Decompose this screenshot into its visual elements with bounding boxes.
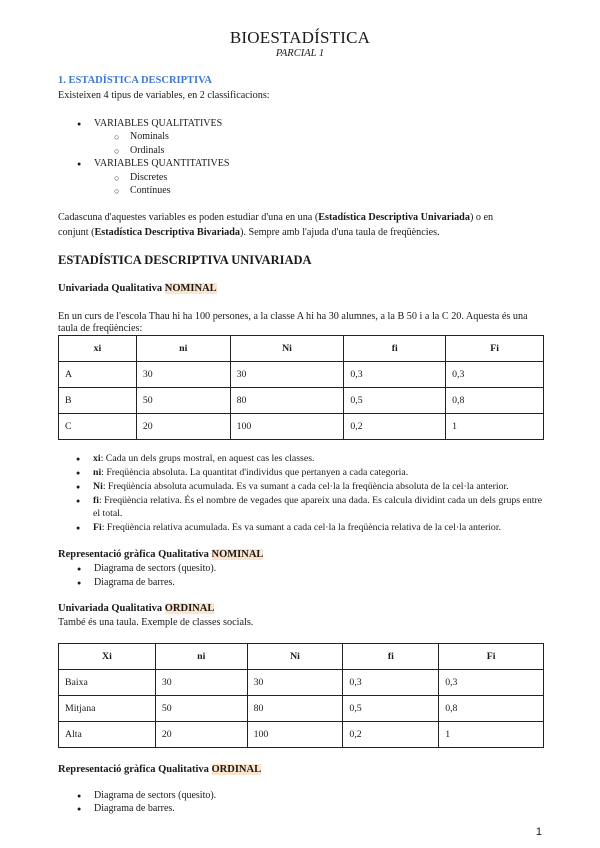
document-subtitle: PARCIAL 1 [275,48,325,59]
table-cell: 0,8 [439,696,544,722]
column-header: Fi [446,336,544,362]
table-cell: 0,5 [343,696,439,722]
document-title: BIOESTADÍSTICA [229,28,371,47]
page-number: 1 [535,826,542,838]
list-item-label: Discretes [130,172,168,183]
table-cell: 0,2 [344,414,446,440]
intro-text: Existeixen 4 tipus de variables, en 2 classificacions: [58,90,270,101]
list-item-label: Diagrama de sectors (quesito). [94,790,217,801]
text-run: Representació gràfica Qualitativa [58,549,212,560]
table-cell: 30 [247,670,343,696]
definition-term: xi [93,453,101,464]
text-run: Representació gràfica Qualitativa [58,764,212,775]
table-header-row [59,336,544,362]
table-cell: C [59,414,137,440]
list-item-label: Ordinals [130,145,165,156]
table-cell: 20 [155,722,247,748]
table-row [59,696,544,722]
definition-item [93,481,548,494]
ordinal-heading [58,603,214,615]
table-cell: 30 [230,362,344,388]
column-header: Ni [230,336,344,362]
table-cell: 0,5 [344,388,446,414]
highlighted-term: ORDINAL [164,603,215,614]
list-item [94,577,175,589]
column-header: fi [343,644,439,670]
list-item-label: Diagrama de barres. [94,803,175,814]
table-row [59,722,544,748]
paragraph-line: taula de freqüències: [58,323,143,334]
table-cell: 0,3 [446,362,544,388]
definition-item [93,495,548,520]
definition-term: ni [93,467,102,478]
column-header: fi [344,336,446,362]
text-run: Univariada Qualitativa [58,603,165,614]
repr-nominal-heading [58,549,263,561]
text-run: ). Sempre amb l'ajuda d'una taula de freqüències. [239,227,440,238]
highlighted-term: ORDINAL [211,764,262,775]
column-header: Ni [247,644,343,670]
list-item [94,563,216,575]
definition-text: : Freqüència absoluta. La quantitat d'individus que pertanyen a cada categoria. [101,467,409,478]
table-row [59,362,544,388]
definition-text: : Cada un dels grups mostral, en aquest cas les classes. [100,453,315,464]
table-cell: 30 [136,362,230,388]
column-header: ni [155,644,247,670]
frequency-table-ordinal [58,643,544,748]
table-row [59,670,544,696]
highlighted-term: NOMINAL [211,549,264,560]
definition-term: fi [93,495,99,506]
table-cell: Mitjana [59,696,156,722]
table-cell: 30 [155,670,247,696]
frequency-table-nominal [58,335,544,440]
table-cell: Alta [59,722,156,748]
list-item [130,145,164,157]
table-cell: 80 [247,696,343,722]
list-item-label: Contínues [130,185,171,196]
univariada-heading: ESTADÍSTICA DESCRIPTIVA UNIVARIADA [58,253,312,267]
list-item [94,158,229,170]
column-header: Fi [439,644,544,670]
list-item [130,172,167,184]
definition-item [93,467,548,480]
definition-text: : Freqüència absoluta acumulada. Es va sumant a cada cel·la la freqüència absoluta de la cel·la anterior. [102,481,509,492]
list-item-label: Diagrama de barres. [94,577,175,588]
definition-item [93,522,548,535]
definition-term: Fi [93,522,102,533]
paragraph-line: També és una taula. Exemple de classes socials. [58,617,254,628]
table-cell: 1 [446,414,544,440]
table-header-row [59,644,544,670]
column-header: xi [59,336,137,362]
table-cell: 50 [155,696,247,722]
table-cell: 0,8 [446,388,544,414]
table-cell: 100 [247,722,343,748]
table-cell: 1 [439,722,544,748]
table-row [59,388,544,414]
table-cell: 50 [136,388,230,414]
column-header: Xi [59,644,156,670]
list-item [130,131,169,143]
list-item [94,790,216,802]
table-cell: B [59,388,137,414]
list-item-label: Nominals [130,131,169,142]
table-cell: 0,3 [439,670,544,696]
nominal-heading [58,283,217,295]
list-item-label: VARIABLES QUANTITATIVES [94,158,230,169]
list-item [94,118,222,130]
list-item-label: VARIABLES QUALITATIVES [94,118,223,129]
list-item-label: Diagrama de sectors (quesito). [94,563,217,574]
text-run: ) o en [469,212,494,223]
table-cell: A [59,362,137,388]
table-cell: 100 [230,414,344,440]
highlighted-term: NOMINAL [164,283,217,294]
table-row [59,414,544,440]
paragraph-line: En un curs de l'escola Thau hi ha 100 persones, a la classe A hi ha 30 alumnes, a la B 50 i a la C 20. Aquesta és una [58,311,528,322]
section-heading: 1. ESTADÍSTICA DESCRIPTIVA [58,75,212,86]
repr-ordinal-heading [58,764,261,776]
definition-term: Ni [93,481,103,492]
definition-text: : Freqüència relativa acumulada. Es va sumant a cada cel·la la freqüència relativa de la cel·la anterior. [101,522,502,533]
bold-term: Estadística Descriptiva Bivariada [94,227,240,238]
list-item [94,803,175,815]
column-header: ni [136,336,230,362]
table-cell: 80 [230,388,344,414]
paragraph-line [58,212,493,224]
list-item [130,185,171,197]
text-run: Cadascuna d'aquestes variables es poden estudiar d'una en una ( [58,212,319,223]
table-cell: Baixa [59,670,156,696]
paragraph-line [58,227,440,239]
text-run: Univariada Qualitativa [58,283,165,294]
table-cell: 0,3 [344,362,446,388]
bold-term: Estadística Descriptiva Univariada [318,212,470,223]
table-cell: 0,3 [343,670,439,696]
table-cell: 20 [136,414,230,440]
table-cell: 0,2 [343,722,439,748]
text-run: conjunt ( [58,227,95,238]
definition-text: : Freqüència relativa. És el nombre de vegades que apareix una dada. Es calcula dividint cada un dels grups entre el total. [93,495,543,519]
definition-item [93,453,548,466]
